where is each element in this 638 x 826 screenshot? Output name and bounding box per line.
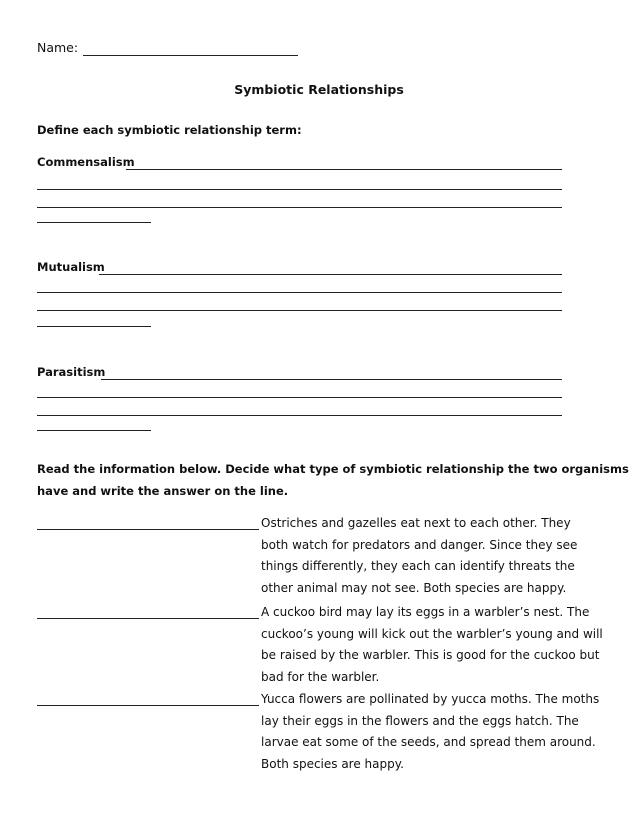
- term-parasitism-label: Parasitism: [37, 365, 106, 379]
- scenario-text-line: things differently, they each can identify threats the: [261, 559, 575, 573]
- scenario-text-line: lay their eggs in the flowers and the eggs hatch. The: [261, 713, 579, 728]
- term-commensalism-label: Commensalism: [37, 155, 135, 169]
- scenario-text-line: bad for the warbler.: [261, 669, 380, 684]
- parasitism-answer-line[interactable]: [101, 379, 562, 380]
- parasitism-answer-line[interactable]: [37, 430, 151, 431]
- scenario-answer-line[interactable]: [37, 618, 259, 619]
- scenario-text-line: cuckoo’s young will kick out the warbler’s young and will: [261, 626, 603, 641]
- definitions-instruction: Define each symbiotic relationship term:: [37, 123, 302, 137]
- commensalism-answer-line[interactable]: [37, 222, 151, 223]
- commensalism-answer-line[interactable]: [37, 189, 562, 190]
- scenario-text-line: both watch for predators and danger. Since they see: [261, 537, 578, 552]
- parasitism-answer-line[interactable]: [37, 397, 562, 398]
- scenario-text: [261, 602, 603, 688]
- scenario-answer-line[interactable]: [37, 529, 259, 530]
- scenario-text-line: Both species are happy.: [261, 756, 404, 771]
- scenario-text-line: other animal may not see. Both species are happy.: [261, 580, 567, 595]
- name-label: Name:: [37, 40, 79, 55]
- scenario-text: [261, 689, 599, 775]
- scenarios-instruction-line1: Read the information below. Decide what type of symbiotic relationship the two organisms: [37, 462, 629, 476]
- scenario-text-line: larvae eat some of the seeds, and spread them around.: [261, 735, 596, 749]
- scenario-text-line: be raised by the warbler. This is good for the cuckoo but: [261, 648, 600, 662]
- mutualism-answer-line[interactable]: [99, 274, 562, 275]
- term-mutualism-label: Mutualism: [37, 260, 105, 274]
- page-title: Symbiotic Relationships: [234, 82, 404, 97]
- scenario-answer-line[interactable]: [37, 705, 259, 706]
- mutualism-answer-line[interactable]: [37, 326, 151, 327]
- mutualism-answer-line[interactable]: [37, 292, 562, 293]
- mutualism-answer-line[interactable]: [37, 310, 562, 311]
- parasitism-answer-line[interactable]: [37, 415, 562, 416]
- scenario-text: [261, 513, 577, 599]
- commensalism-answer-line[interactable]: [37, 207, 562, 208]
- commensalism-answer-line[interactable]: [126, 169, 562, 170]
- name-answer-line[interactable]: [83, 55, 298, 56]
- scenario-text-line: A cuckoo bird may lay its eggs in a warbler’s nest. The: [261, 605, 590, 619]
- scenario-text-line: Yucca flowers are pollinated by yucca moths. The moths: [261, 692, 600, 706]
- scenarios-instruction-line2: have and write the answer on the line.: [37, 484, 289, 498]
- scenario-text-line: Ostriches and gazelles eat next to each other. They: [261, 516, 571, 530]
